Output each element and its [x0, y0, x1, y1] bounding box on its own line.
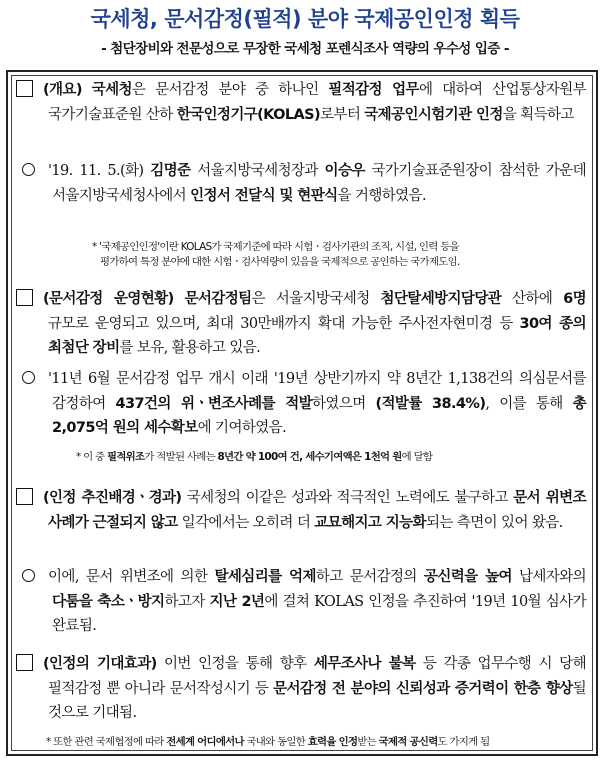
overview-detail — [22, 159, 586, 208]
section-heading: (문서감정 운영현황) — [43, 291, 174, 307]
text-run: 인정서 전달식 및 현판식 — [190, 187, 338, 204]
text-run: 문서감정 전 분야의 신뢰성과 증거력이 한층 향상 — [273, 680, 573, 697]
section-overview — [16, 78, 586, 127]
text-run: 이에, 문서 위변조에 의한 — [48, 569, 215, 585]
text-run: 일각에서는 오히려 더 — [177, 514, 315, 531]
footnote-kolas — [92, 240, 592, 270]
text-run: 받는 — [357, 736, 379, 748]
text-run: 하고 문서감정의 — [315, 569, 424, 585]
text-run: 6명 — [563, 291, 586, 307]
text-run: 가 적발된 사례는 — [144, 451, 218, 463]
circle-bullet-icon — [22, 371, 35, 384]
text-run: 규모로 운영되고 있으며, 최대 30만배까지 확대 가능한 주사전자현미경 등 — [48, 315, 520, 332]
text-run: 437건의 위ㆍ변조사례를 적발 — [115, 395, 313, 412]
text-run: 교묘해지고 지능화 — [314, 514, 426, 531]
text-run: 첨단탈세방지담당관 — [380, 291, 502, 307]
text-run: 공신력을 높여 — [423, 569, 512, 585]
text-run: 국내와 동일한 — [243, 736, 308, 748]
text-run: 필적위조 — [106, 451, 145, 463]
square-bullet-icon — [16, 488, 33, 505]
text-run: , 이를 통해 — [485, 395, 573, 412]
text-run: 로부터 — [320, 106, 365, 123]
section-background — [16, 486, 586, 535]
text-run: 되는 측면이 있어 왔음. — [425, 514, 563, 531]
text-run: '11년 6월 문서감정 업무 개시 이래 '19년 상반기까지 약 8년간 1,138건의 의심문서를 감정하여 — [48, 371, 586, 412]
document-title: 국세청, 문서감정(필적) 분야 국제공인인정 획득 — [90, 7, 520, 31]
text-run: 은 문서감정 분야 중 하나인 — [131, 82, 329, 98]
text-run: * 이 중 — [76, 451, 107, 463]
circle-bullet-icon — [22, 163, 35, 176]
text-run: 될 것으로 기대됨. — [48, 680, 586, 721]
text-run: 을 거행하였음. — [337, 187, 426, 204]
text-run: 전세계 어디에서나 — [166, 736, 244, 748]
text-run: 세무조사나 불복 — [313, 656, 416, 672]
text-run: 에 걸쳐 KOLAS 인정을 추진하여 '19년 10월 심사가 완료됨. — [52, 593, 586, 634]
text-run: 총 2,075억 원의 세수확보 — [52, 395, 586, 436]
background-detail — [22, 565, 586, 639]
text-run: 30여 종의 최첨단 장비 — [48, 315, 586, 356]
text-run: 국세청 — [91, 82, 132, 98]
text-run: 8년간 약 100여 건, 세수기여액은 1천억 원 — [217, 451, 402, 463]
operations-detail — [22, 367, 586, 441]
text-run: 탈세심리를 억제 — [214, 569, 316, 585]
circle-bullet-icon — [22, 569, 35, 582]
section-expected-effects — [16, 652, 586, 726]
footnote-line: * '국제공인인정'이란 KOLAS가 국제기준에 따라 시험ㆍ검사기관의 조직, 시설, 인력 등을 — [92, 241, 459, 253]
text-run: 한국인정기구(KOLAS) — [176, 106, 320, 123]
text-run: 지난 2년 — [209, 593, 265, 610]
square-bullet-icon — [16, 80, 33, 97]
text-run: 에 달함 — [401, 451, 433, 463]
text-run: * 또한 관련 국제협정에 따라 — [46, 736, 167, 748]
text-run: 국제적 공신력 — [378, 736, 438, 748]
section-heading: (인정 추진배경ㆍ경과) — [43, 490, 182, 506]
text-run: 다툼을 축소ㆍ방지 — [52, 593, 165, 610]
text-run — [82, 82, 92, 98]
section-heading: (개요) — [43, 82, 82, 98]
text-run: 필적감정 업무 — [328, 82, 419, 98]
text-run: 하고자 — [164, 593, 210, 610]
text-run: (적발률 38.4%) — [375, 395, 486, 412]
text-run: 김명준 — [150, 163, 191, 179]
text-run: 국세청의 이같은 성과와 적극적인 노력에도 불구하고 — [181, 490, 514, 506]
footnote-forgery — [76, 450, 596, 465]
footnote-international — [46, 735, 594, 750]
text-run: 납세자와의 — [511, 569, 587, 585]
text-run: 하였으며 — [312, 395, 376, 412]
text-run: 을 획득하고 — [502, 106, 574, 123]
text-run: 서울지방국세청장과 — [190, 163, 325, 179]
text-run: 은 서울지방국세청 — [251, 291, 381, 307]
square-bullet-icon — [16, 654, 33, 671]
text-run: 산하에 — [501, 291, 564, 307]
text-run: 효력을 인정 — [307, 736, 358, 748]
section-heading: (인정의 기대효과) — [43, 656, 157, 672]
document-subtitle: - 첨단장비와 전문성으로 무장한 국세청 포렌식조사 역량의 우수성 입증 - — [101, 41, 509, 57]
text-run: 에 대하여 산업통상자원부 국가기술표준원 산하 — [48, 82, 587, 123]
text-run: 이번 인정을 통해 향후 — [156, 656, 314, 672]
text-run: '19. 11. 5.(화) — [48, 163, 151, 179]
footnote-line: 평가하여 특정 분야에 대한 시험ㆍ검사역량이 있음을 국제적으로 공인하는 국가제도임. — [100, 256, 460, 268]
text-run: 이승우 — [324, 163, 365, 179]
text-run: 를 보유, 활용하고 있음. — [119, 340, 261, 356]
text-run: 문서감정팀 — [184, 291, 252, 307]
text-run: 국제공인시험기관 인정 — [364, 106, 503, 123]
square-bullet-icon — [16, 289, 33, 306]
text-run: 등 각종 업무수행 시 당해 필적감정 뿐 아니라 문서작성시기 등 — [48, 656, 586, 697]
section-operations — [16, 287, 586, 361]
text-run: 에 기여하였음. — [197, 420, 287, 436]
text-run: 도 가지게 됨 — [437, 736, 490, 748]
text-run — [174, 291, 185, 307]
text-run: 문서 위변조 사례가 근절되지 않고 — [48, 490, 586, 531]
text-run: 국가기술표준원장이 참석한 가운데 서울지방국세청사에서 — [52, 163, 587, 204]
